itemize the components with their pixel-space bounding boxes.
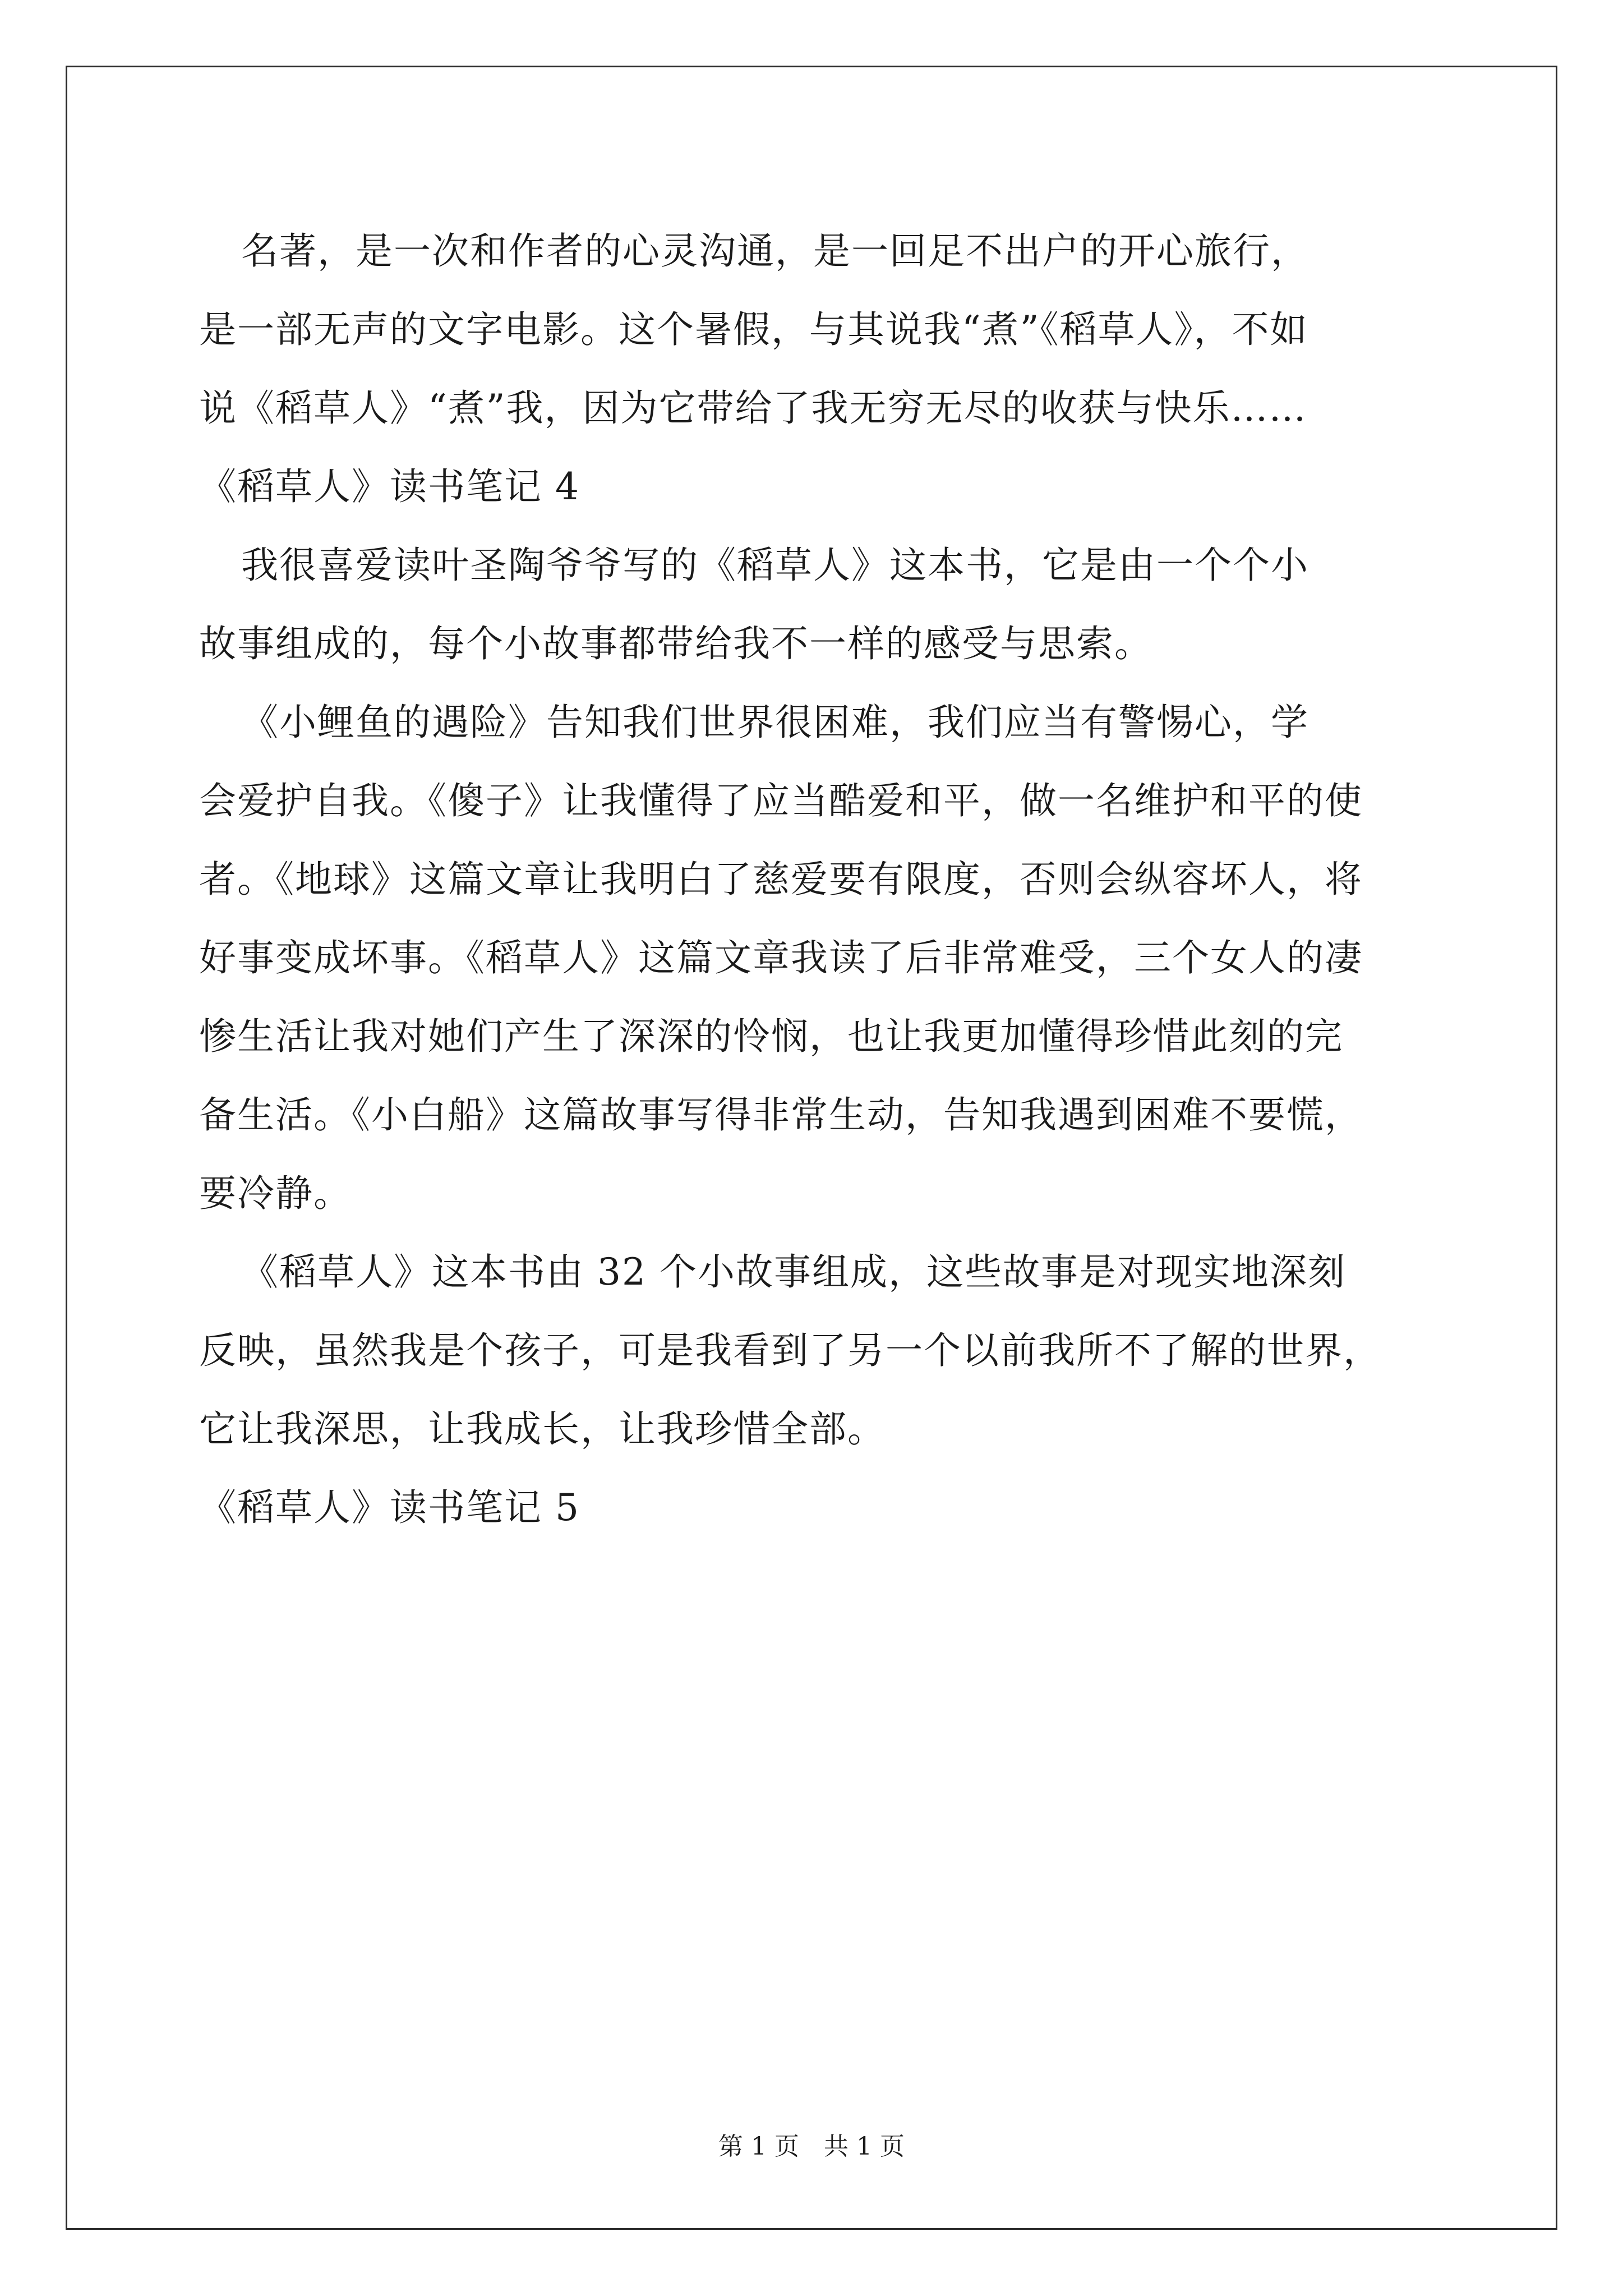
paragraph-line: 者。《地球》这篇文章让我明白了慈爱要有限度，否则会纵容坏人，将 xyxy=(199,858,1363,901)
section-heading-5: 《稻草人》读书笔记 5 xyxy=(199,1486,580,1529)
section-heading-4: 《稻草人》读书笔记 4 xyxy=(199,465,580,508)
paragraph-line: 《小鲤鱼的遇险》告知我们世界很困难，我们应当有警惕心，学 xyxy=(241,701,1309,744)
paragraph-line: 好事变成坏事。《稻草人》这篇文章我读了后非常难受，三个女人的凄 xyxy=(199,936,1363,979)
paragraph-line: 说《稻草人》“煮”我，因为它带给了我无穷无尽的收获与快乐…… xyxy=(199,386,1307,430)
paragraph-line: 惨生活让我对她们产生了深深的怜悯，也让我更加懂得珍惜此刻的完 xyxy=(199,1015,1343,1058)
paragraph-line: 我很喜爱读叶圣陶爷爷写的《稻草人》这本书，它是由一个个小 xyxy=(241,544,1309,587)
page-footer: 第 1 页 共 1 页 xyxy=(718,2132,905,2161)
paragraph-line: 名著，是一次和作者的心灵沟通，是一回足不出户的开心旅行， xyxy=(241,229,1309,273)
paragraph-line: 反映，虽然我是个孩子，可是我看到了另一个以前我所不了解的世界， xyxy=(199,1329,1381,1372)
paragraph-line: 故事组成的，每个小故事都带给我不一样的感受与思索。 xyxy=(199,622,1152,665)
paragraph-line: 会爱护自我。《傻子》让我懂得了应当酷爱和平，做一名维护和平的使 xyxy=(199,779,1363,822)
paragraph-line: 《稻草人》这本书由 32 个小故事组成，这些故事是对现实地深刻 xyxy=(241,1250,1346,1294)
paragraph-line: 要冷静。 xyxy=(199,1172,352,1215)
paragraph-line: 备生活。《小白船》这篇故事写得非常生动，告知我遇到困难不要慌， xyxy=(199,1093,1363,1137)
paragraph-line: 它让我深思，让我成长，让我珍惜全部。 xyxy=(199,1407,886,1451)
paragraph-line: 是一部无声的文字电影。这个暑假，与其说我“煮”《稻草人》，不如 xyxy=(199,308,1308,351)
